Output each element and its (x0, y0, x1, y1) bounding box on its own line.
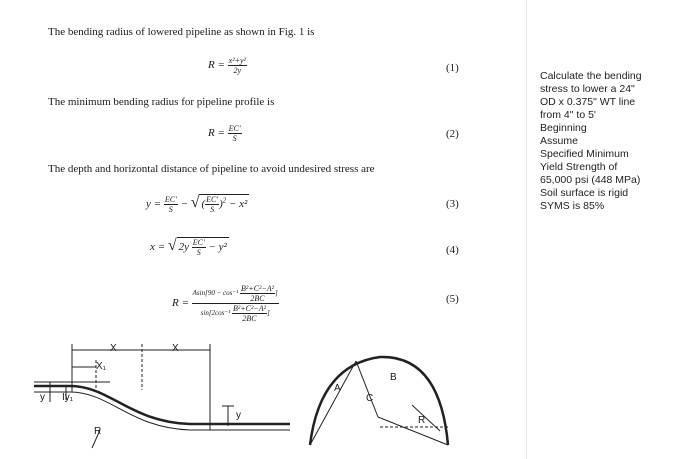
problem-line-9: 65,000 psi (448 MPa) (540, 174, 641, 186)
eq4-lhs: x = (150, 241, 166, 253)
eq3-label: (3) (446, 198, 459, 210)
r-label-right: R (418, 415, 426, 426)
problem-line-1: Calculate the bending (540, 70, 642, 82)
eq2-lhs: R = (208, 127, 225, 140)
eq3-inner-denominator: S (210, 205, 215, 215)
eq4-numerator: EC' (192, 238, 205, 248)
eq5-top-text: Asin[90 − cos⁻¹ (192, 289, 239, 298)
eq3-exponent: 2 (222, 196, 227, 205)
eq3-fraction (164, 195, 178, 214)
intro-line-2: The minimum bending radius for pipeline profile is (48, 96, 275, 108)
eq5-top-inner-fraction (240, 284, 275, 303)
eq3-sqrt: ( $\frac{EC'}{S}$ )$^2$ − x² (201, 195, 248, 215)
eq5-label: (5) (446, 293, 459, 305)
eq5-bot-text: sin[2cos⁻¹ (200, 309, 231, 318)
chord-c (356, 361, 378, 417)
eq1-denominator: 2y (233, 66, 242, 75)
intro-line-3: The depth and horizontal distance of pipeline to avoid undesired stress are (48, 163, 375, 175)
y-label-right: y (236, 410, 241, 421)
eq4-label: (4) (446, 244, 459, 256)
eq4-tail: − y² (208, 241, 227, 254)
eq1-lhs: R = (208, 59, 225, 72)
x1-label: X₁ (96, 361, 107, 372)
eq5-denominator: sin[2cos⁻¹ $\frac{\text{B²+C²−A²}}{2BC}$ ] (200, 304, 270, 323)
problem-line-5: Beginning (540, 122, 587, 134)
problem-line-7: Specified Minimum (540, 148, 629, 160)
arc-geometry-figure (300, 335, 460, 455)
eq3-minus: − (180, 198, 188, 210)
eq4-term: 2y (178, 241, 189, 254)
problem-line-6: Assume (540, 135, 578, 147)
equation-2 (208, 124, 242, 143)
problem-line-11: SYMS is 85% (540, 200, 605, 212)
problem-line-2: stress to lower a 24" (540, 83, 635, 95)
b-label: B (390, 372, 397, 383)
eq3-lhs: y = (146, 198, 162, 210)
eq3-inner-fraction (205, 195, 219, 214)
eq3-numerator: EC' (164, 194, 177, 204)
eq5-numerator: Asin[90 − cos⁻¹ $\frac{\text{B²+C²−A²}}{2BC}$ ] (192, 284, 278, 303)
eq2-label: (2) (446, 128, 459, 140)
eq1-numerator: x²+y² (228, 56, 246, 65)
eq2-numerator: EC' (228, 124, 241, 133)
x-label-right: X (172, 343, 179, 354)
eq5-top-inner-num: B²+C²−A² (240, 284, 275, 293)
equation-1 (208, 56, 247, 75)
problem-line-10: Soil surface is rigid (540, 187, 629, 199)
eq5-bot-inner-den: 2BC (242, 314, 257, 323)
a-label: A (334, 383, 341, 394)
chord-a (310, 361, 356, 445)
c-label: C (366, 393, 374, 404)
y1-label: Iy₁ (62, 392, 74, 403)
problem-statement (540, 70, 642, 213)
intro-line-1: The bending radius of lowered pipeline as shown in Fig. 1 is (48, 26, 315, 38)
eq3-denominator: S (168, 204, 173, 214)
eq4-denominator: S (196, 248, 201, 258)
chord-b (378, 417, 448, 445)
eq5-top-inner-den: 2BC (250, 294, 265, 303)
eq5-bot-inner-num: B²+C²−A² (232, 304, 267, 313)
eq5-fraction (192, 284, 279, 323)
eq3-inner-numerator: EC' (206, 195, 219, 205)
equation-5 (172, 284, 279, 323)
problem-line-3: OD x 0.375" WT line (540, 96, 636, 108)
eq1-label: (1) (446, 62, 459, 74)
eq3-tail: − x² (229, 198, 248, 211)
eq4-fraction (192, 238, 206, 257)
eq5-lhs: R = (172, 297, 189, 310)
eq5-bot-inner-fraction (232, 304, 267, 323)
eq4-sqrt (177, 237, 229, 257)
y-label-left: y (40, 392, 45, 403)
equation-4: x = √ 2y $\frac{EC'}{S}$ − y² (150, 237, 227, 258)
equation-3: y = $\frac{EC'}{S}$ − √( $\frac{EC'}{S}$ )$^2$ − x² (146, 194, 248, 215)
column-divider (526, 0, 527, 459)
x-label-left: X (110, 343, 117, 354)
problem-line-4: from 4" to 5' (540, 109, 596, 121)
r-label-left: R (94, 426, 102, 437)
eq1-fraction (228, 56, 247, 75)
problem-line-8: Yield Strength of (540, 161, 618, 173)
bend-arc (310, 357, 448, 445)
eq2-fraction (228, 124, 242, 143)
eq2-denominator: S (232, 134, 237, 143)
